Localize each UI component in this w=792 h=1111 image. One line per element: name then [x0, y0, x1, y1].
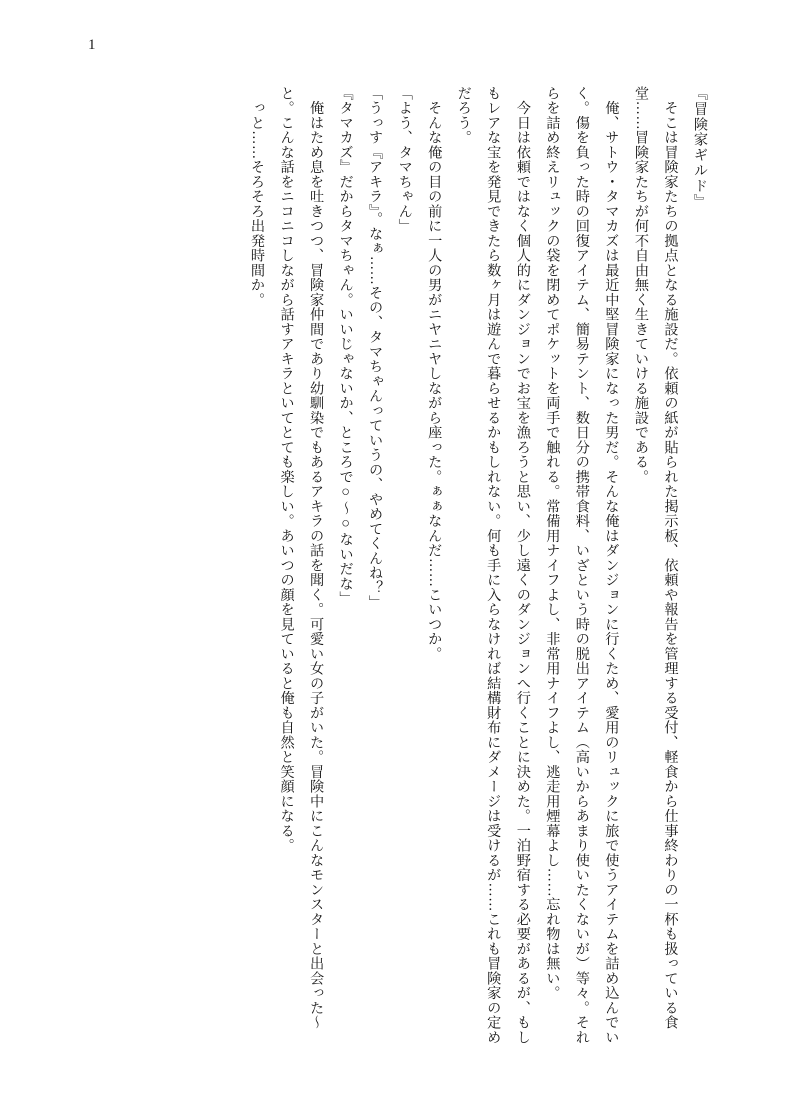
- paragraph: そんな俺の目の前に一人の男がニヤニヤしながら座った。ぁぁなんだ……こいつか。: [426, 86, 443, 662]
- paragraph: 俺はため息を吐きつつ、冒険家仲間であり幼馴染でもあるアキラの話を聞く。可愛い女の子がいた。冒険中にこんなモンスターと出会った～と。こんな話をニコニコしながら話すアキラといてとても楽しい。あいつの顔を見ていると俺も自然と笑顔になる。: [278, 86, 325, 1030]
- paragraph: 俺、サトウ・タマカズは最近中堅冒険家になった男だ。そんな俺はダンジョンに行くため、愛用のリュックに旅で使うアイテムを詰め込んでいく。傷を負った時の回復アイテム、簡易テント、数日分の携帯食料、いざという時の脱出アイテム（高いからあまり使いたくないが）等々。それらを詰め終えリュックの袋を閉めてポケットを両手で触れる。常備用ナイフよし、非常用ナイフよし、逃走用煙幕よし……忘れ物は無い。: [544, 86, 620, 1045]
- story-title: 『冒険家ギルド』: [692, 86, 708, 210]
- dialogue-line: 『タマカズ』だからタマちゃん。いいじゃないか、ところで○～○ないだな」: [337, 86, 354, 606]
- paragraph: っと……そろそろ出発時間か。: [249, 86, 266, 308]
- dialogue-line: 「うっす『アキラ』。なぁ……その、タマちゃんっていうの、やめてくんね？」: [367, 86, 384, 610]
- dialogue-line: 「よう、タマちゃん」: [396, 86, 413, 234]
- page-number: 1: [88, 37, 96, 53]
- paragraph: そこは冒険家たちの拠点となる施設だ。依頼の紙が貼られた掲示板、依頼や報告を管理する受付、軽食から仕事終わりの一杯も扱っている食堂……冒険家たちが何不自由無く生きていける施設である。: [632, 86, 679, 1030]
- vertical-text-body: [88, 86, 714, 1048]
- paragraph: 今日は依頼ではなく個人的にダンジョンでお宝を漁ろうと思い、少し遠くのダンジョンへ行くことに決めた。一泊野宿する必要があるが、もしもレアな宝を発見できたら数ヶ月は遊んで暮らせるかもしれない。何も手に入らなければ結構財布にダメージは受けるが……これも冒険家の定めだろう。: [455, 86, 531, 1045]
